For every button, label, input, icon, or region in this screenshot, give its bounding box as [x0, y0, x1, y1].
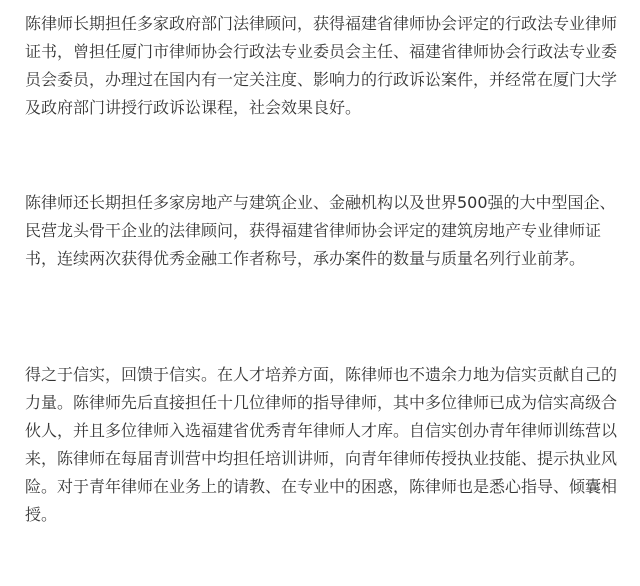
- paragraph-real-estate-finance: 陈律师还长期担任多家房地产与建筑企业、金融机构以及世界500强的大中型国企、民营龙头骨干企业的法律顾问，获得福建省律师协会评定的建筑房地产专业律师证书，连续两次获得优秀金融工作者称号，承办案件的数量与质量名列行业前茅。: [25, 193, 616, 268]
- paragraph-talent-cultivation: 得之于信实，回馈于信实。在人才培养方面，陈律师也不遗余力地为信实贡献自己的力量。陈律师先后直接担任十几位律师的指导律师，其中多位律师已成为信实高级合伙人，并且多位律师入选福建省优秀青年律师人才库。自信实创办青年律师训练营以来，陈律师在每届青训营中均担任培训讲师，向青年律师传授执业技能、提示执业风险。对于青年律师在业务上的请教、在专业中的困惑，陈律师也是悉心指导、倾囊相授。: [25, 365, 618, 524]
- paragraph-administrative-law: 陈律师长期担任多家政府部门法律顾问，获得福建省律师协会评定的行政法专业律师证书，曾担任厦门市律师协会行政法专业委员会主任、福建省律师协会行政法专业委员会委员，办理过在国内有一定关注度、影响力的行政诉讼案件，并经常在厦门大学及政府部门讲授行政诉讼课程，社会效果良好。: [25, 14, 618, 117]
